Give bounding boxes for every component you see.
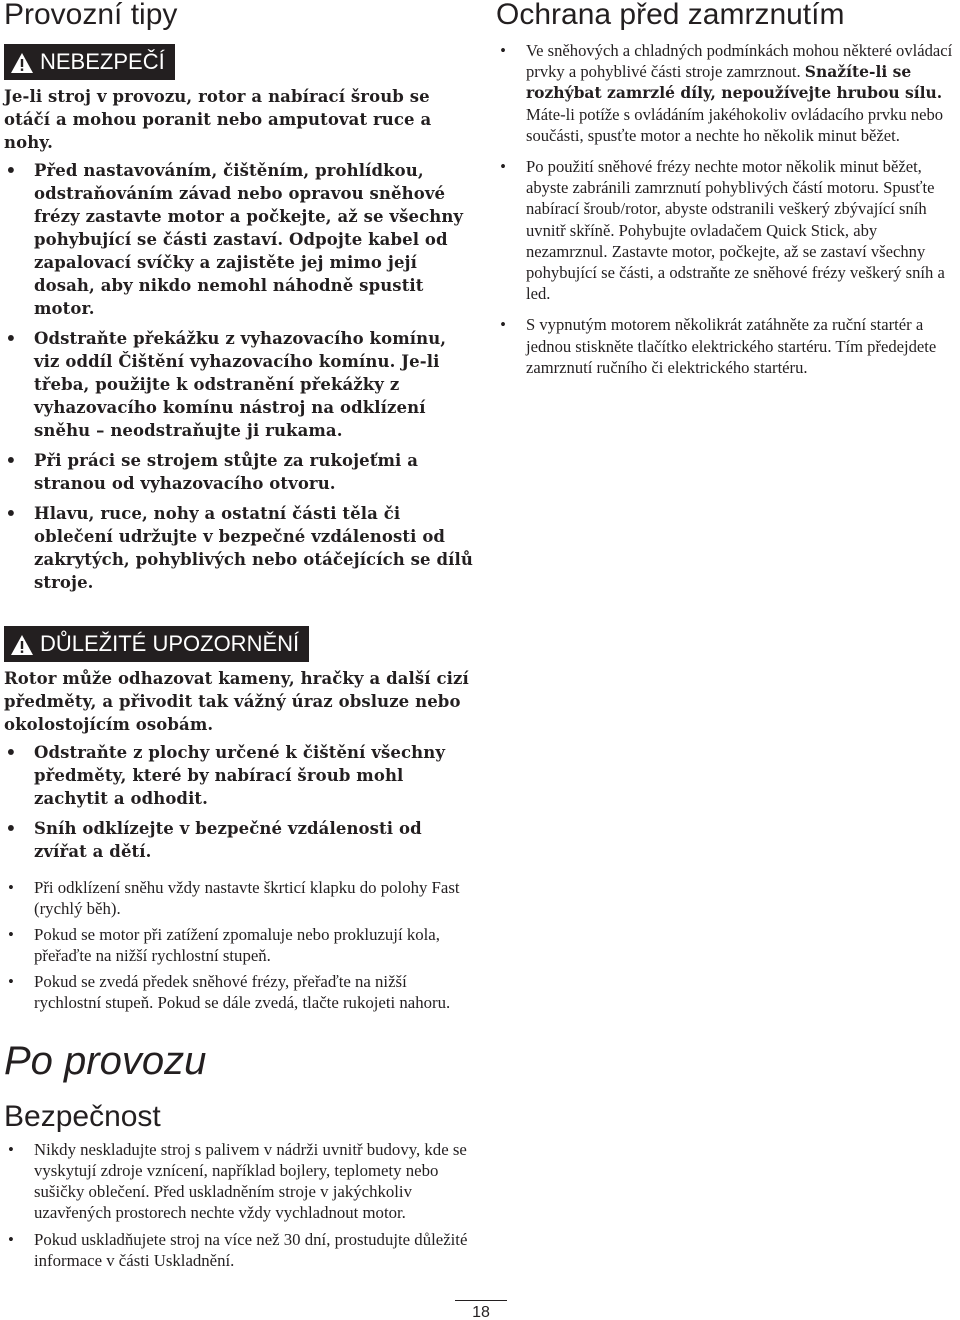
list-item-text: Při práci se strojem stůjte za rukojeťmi a stranou od vyhazovacího otvoru. [34, 451, 419, 493]
warning-triangle-icon [10, 634, 34, 656]
list-item-text: Odstraňte z plochy určené k čištění všechny předměty, které by nabírací šroub mohl zachytit a odhodit. [34, 743, 446, 808]
danger-label: NEBEZPEČÍ [40, 49, 165, 74]
subsection-title-safety: Bezpečnost [4, 1100, 161, 1133]
list-item-bold-text: Snažíte-li se rozhýbat zamrzlé díly, nepoužívejte hrubou sílu. [526, 62, 943, 103]
bullet-icon: • [8, 1140, 14, 1159]
bullet-icon: • [8, 1230, 14, 1249]
list-item [4, 159, 474, 320]
bullet-icon: • [500, 41, 506, 60]
list-item [496, 314, 956, 378]
section-title-operating-tips: Provozní tipy [4, 0, 178, 31]
bullet-icon: • [500, 157, 506, 177]
caution-box [4, 626, 474, 863]
danger-box [4, 44, 474, 594]
bullet-icon: • [8, 925, 14, 944]
freeze-protection-list [496, 40, 956, 378]
list-item [4, 327, 474, 442]
list-item-text: Máte-li potíže s ovládáním jakéhokoliv ovládacího prvku nebo součásti, spusťte motor a nechte ho několik minut běžet. [526, 104, 944, 145]
danger-intro: Je-li stroj v provozu, rotor a nabírací šroub se otáčí a mohou poranit nebo amputovat ruce a nohy. [4, 87, 432, 152]
list-item [4, 502, 474, 594]
list-item [4, 1139, 474, 1223]
bullet-icon: • [8, 878, 14, 897]
list-item-text: Nikdy neskladujte stroj s palivem v nádrži uvnitř budovy, kde se vyskytují zdroje vznícení, například bojlery, teplomety nebo sušičky oblečení. Před uskladněním stroje v jakýchkoliv uzavřených prostorech nechte vždy vychladnout motor. [34, 1140, 467, 1222]
caution-intro: Rotor může odhazovat kameny, hračky a další cizí předměty, a přivodit tak vážný úraz obsluze nebo okolostojícím osobám. [4, 669, 469, 734]
list-item [4, 741, 474, 810]
bullet-icon: • [5, 819, 17, 838]
list-item-text: Pokud uskladňujete stroj na více než 30 dní, prostudujte důležité informace v části Uskladnění. [34, 1230, 468, 1270]
list-item [4, 877, 474, 919]
section-title-after-operation: Po provozu [4, 1039, 207, 1083]
bullet-icon: • [5, 451, 17, 470]
list-item [4, 924, 474, 966]
caution-bullet-list [4, 741, 474, 863]
list-item [4, 1229, 474, 1271]
list-item [4, 449, 474, 495]
list-item-text: Před nastavováním, čištěním, prohlídkou, odstraňováním závad nebo opravou sněhové frézy zastavte motor a počkejte, až se všechny pohybující se části zastaví. Odpojte kabel od zapalovací svíčky a zajistěte jej mimo její dosah, aby nikdo nemohl náhodně spustit motor. [34, 161, 464, 318]
list-item-text: Pokud se motor při zatížení zpomaluje nebo prokluzují kola, přeřaďte na nižší rychlostní stupeň. [34, 925, 440, 965]
danger-bullet-list [4, 159, 474, 594]
danger-signal-bar [4, 44, 175, 80]
bullet-icon: • [8, 972, 14, 991]
bullet-icon: • [5, 161, 17, 180]
list-item-text: Sníh odklízejte v bezpečné vzdálenosti od zvířat a dětí. [34, 819, 422, 861]
list-item [4, 971, 474, 1013]
right-column [496, 0, 956, 378]
list-item-text: Při odklízení sněhu vždy nastavte škrticí klapku do polohy Fast (rychlý běh). [34, 878, 460, 918]
bullet-icon: • [500, 315, 506, 335]
list-item [496, 156, 956, 304]
list-item-text: Ve sněhových a chladných podmínkách mohou některé ovládací prvky a pohyblivé části stroje zamrznout. [526, 41, 953, 82]
warning-triangle-icon [10, 52, 34, 74]
left-column [4, 0, 474, 1271]
list-item [4, 817, 474, 863]
caution-label: DŮLEŽITÉ UPOZORNĚNÍ [40, 631, 300, 656]
bullet-icon: • [5, 504, 17, 523]
section-title-freeze-protection: Ochrana před zamrznutím [496, 0, 845, 31]
list-item-text: Odstraňte překážku z vyhazovacího komínu, viz oddíl Čištění vyhazovacího komínu. Je-li třeba, použijte k odstranění překážky z vyhazovacího komínu nástroj na odklízení sněhu – neodstraňujte ji rukama. [34, 329, 447, 440]
page-number: 18 [455, 1300, 507, 1320]
list-item [496, 40, 956, 146]
bullet-icon: • [5, 743, 17, 762]
list-item-text: Pokud se zvedá předek sněhové frézy, přeřaďte na nižší rychlostní stupeň. Pokud se dále zvedá, tlačte rukojeti nahoru. [34, 972, 451, 1012]
list-item-text: Hlavu, ruce, nohy a ostatní části těla či oblečení udržujte v bezpečné vzdálenosti od zakrytých, pohyblivých nebo otáčejících se dílů stroje. [34, 504, 473, 592]
operating-tips-list [4, 877, 474, 1013]
caution-signal-bar [4, 626, 309, 662]
safety-bullet-list [4, 1139, 474, 1271]
list-item-text: Po použití sněhové frézy nechte motor několik minut běžet, abyste zabránili zamrznutí pohyblivých částí motoru. Spusťte nabírací šroub/rotor, abyste odstranili veškerý zbývající sníh uvnitř skříně. Pohybujte ovladačem Quick Stick, aby nezamrznul. Zastavte motor, počkejte, až se zastaví všechny pohybující se části, a odstraňte ze sněhové frézy veškerý sníh a led. [526, 157, 945, 304]
list-item-text: S vypnutým motorem několikrát zatáhněte za ruční startér a jednou stiskněte tlačítko elektrického startéru. Tím předejdete zamrznutí ručního či elektrického startéru. [526, 315, 937, 377]
bullet-icon: • [5, 329, 17, 348]
